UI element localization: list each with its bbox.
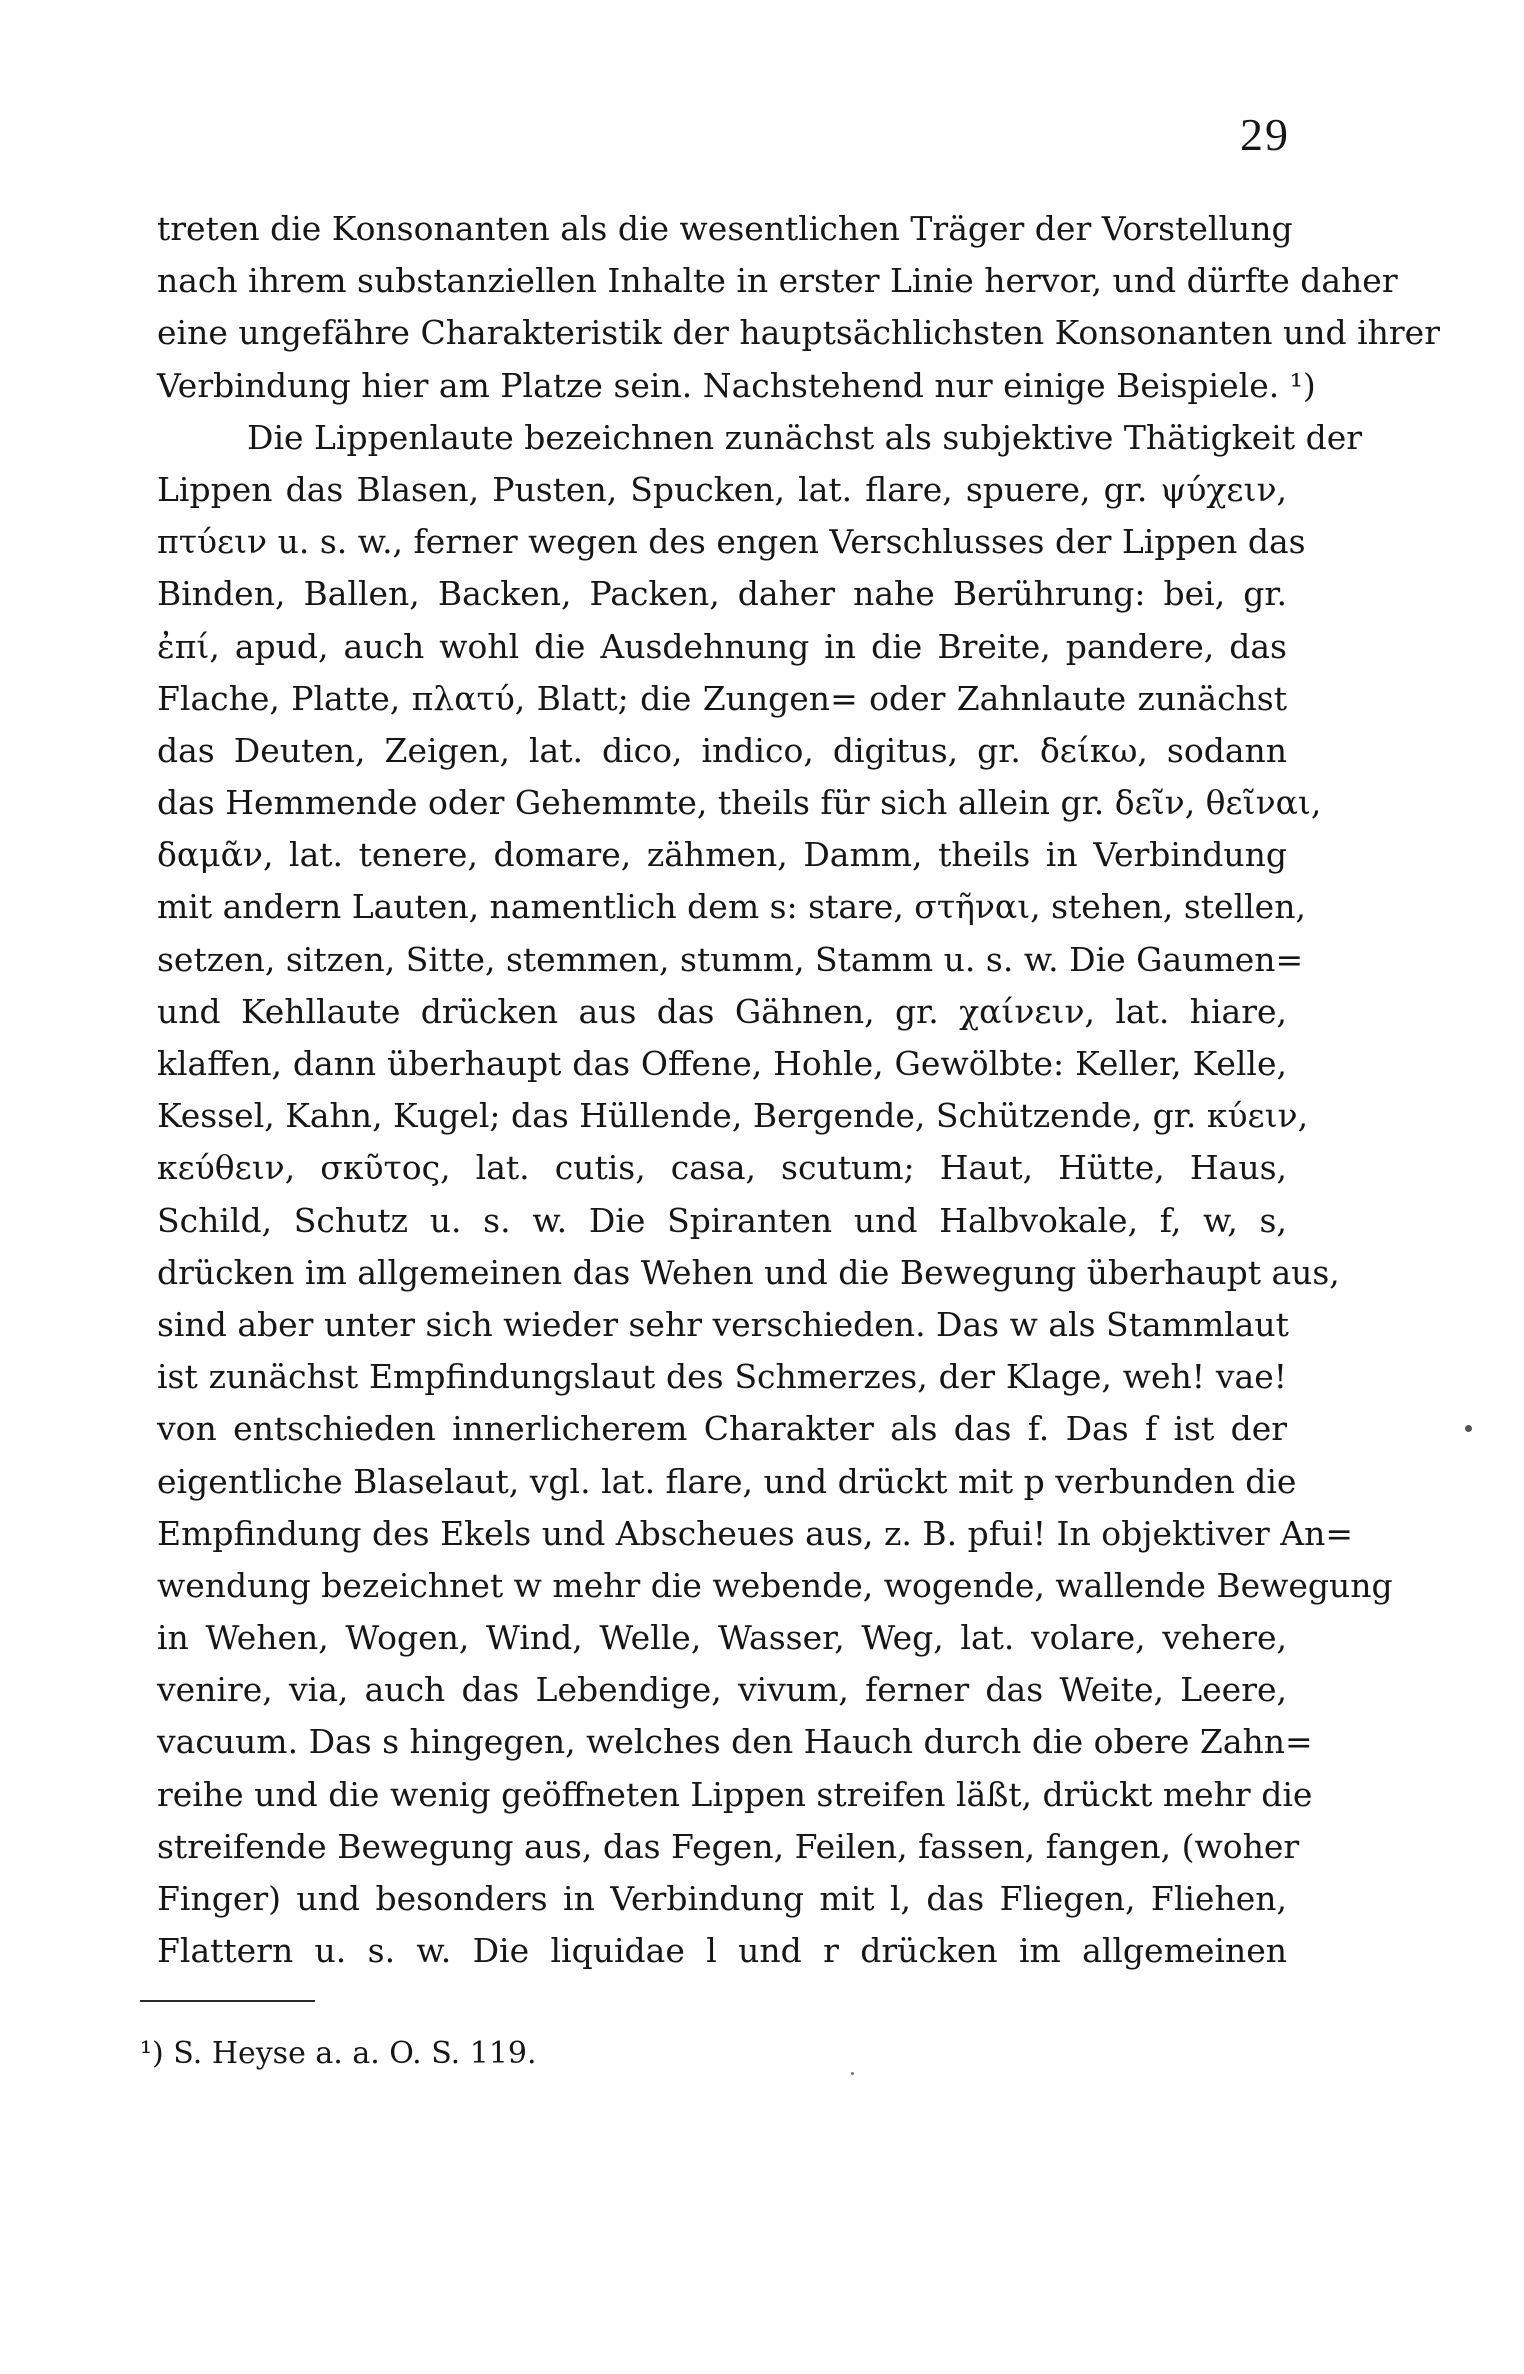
text-line: eigentliche Blaselaut, vgl. lat. flare, und drückt mit p verbunden die bbox=[157, 1461, 1297, 1501]
text-line: in Wehen, Wogen, Wind, Welle, Wasser, Weg, lat. volare, vehere, bbox=[157, 1618, 1287, 1658]
text-line: Flache, Platte, πλατύ, Blatt; die Zungen= oder Zahnlaute zunächst bbox=[157, 678, 1287, 718]
text-line: πτύειν u. s. w., ferner wegen des engen Verschlusses der Lippen das bbox=[157, 522, 1306, 562]
ink-speck bbox=[851, 2072, 854, 2075]
text-line: Binden, Ballen, Backen, Packen, daher nahe Berührung: bei, gr. bbox=[157, 574, 1287, 614]
text-line: treten die Konsonanten als die wesentlichen Träger der Vorstellung bbox=[157, 209, 1293, 248]
text-line: Verbindung hier am Platze sein. Nachstehend nur einige Beispiele. ¹) bbox=[157, 365, 1316, 405]
page-number: 29 bbox=[1240, 109, 1290, 160]
text-line: sind aber unter sich wieder sehr verschieden. Das w als Stammlaut bbox=[157, 1304, 1289, 1344]
footnote: ¹) S. Heyse a. a. O. S. 119. bbox=[140, 2036, 537, 2071]
text-line: Empfindung des Ekels und Abscheues aus, z. B. pfui! In objektiver An= bbox=[157, 1513, 1354, 1553]
text-line: und Kehllaute drücken aus das Gähnen, gr. χαίνειν, lat. hiare, bbox=[157, 991, 1287, 1031]
text-line: κεύθειν, σκῦτος, lat. cutis, casa, scutum; Haut, Hütte, Haus, bbox=[157, 1148, 1287, 1188]
text-line: ἐπί, apud, auch wohl die Ausdehnung in die Breite, pandere, das bbox=[157, 626, 1287, 666]
text-line: streifende Bewegung aus, das Fegen, Feilen, fassen, fangen, (woher bbox=[157, 1826, 1300, 1866]
text-line: mit andern Lauten, namentlich dem s: stare, στῆναι, stehen, stellen, bbox=[157, 887, 1306, 927]
text-line: Finger) und besonders in Verbindung mit l, das Fliegen, Fliehen, bbox=[157, 1879, 1287, 1918]
text-line: δαμᾶν, lat. tenere, domare, zähmen, Damm, theils in Verbindung bbox=[157, 835, 1287, 875]
text-line: wendung bezeichnet w mehr die webende, wogende, wallende Bewegung bbox=[157, 1565, 1393, 1605]
text-line: Schild, Schutz u. s. w. Die Spiranten und Halbvokale, f, w, s, bbox=[157, 1200, 1287, 1240]
text-line: das Hemmende oder Gehemmte, theils für sich allein gr. δεῖν, θεῖναι, bbox=[157, 783, 1322, 823]
text-line: reihe und die wenig geöffneten Lippen streifen läßt, drückt mehr die bbox=[157, 1774, 1313, 1814]
text-line: klaffen, dann überhaupt das Offene, Hohle, Gewölbte: Keller, Kelle, bbox=[157, 1044, 1287, 1083]
text-line: drücken im allgemeinen das Wehen und die Bewegung überhaupt aus, bbox=[157, 1252, 1340, 1292]
text-line: das Deuten, Zeigen, lat. dico, indico, digitus, gr. δείκω, sodann bbox=[157, 730, 1287, 770]
text-line: ist zunächst Empfindungslaut des Schmerzes, der Klage, weh! vae! bbox=[157, 1357, 1287, 1397]
text-line: Die Lippenlaute bezeichnen zunächst als subjektive Thätigkeit der bbox=[247, 417, 1363, 457]
ink-dot bbox=[1465, 1425, 1472, 1432]
text-line: vacuum. Das s hingegen, welches den Hauch durch die obere Zahn= bbox=[157, 1722, 1313, 1762]
footnote-divider bbox=[140, 2000, 315, 2002]
body-text bbox=[157, 203, 1440, 1977]
text-line: setzen, sitzen, Sitte, stemmen, stumm, Stamm u. s. w. Die Gaumen= bbox=[157, 939, 1304, 979]
text-line: Lippen das Blasen, Pusten, Spucken, lat. flare, spuere, gr. ψύχειν, bbox=[157, 469, 1287, 509]
text-line: Flattern u. s. w. Die liquidae l und r drücken im allgemeinen bbox=[157, 1931, 1287, 1971]
text-line: venire, via, auch das Lebendige, vivum, ferner das Weite, Leere, bbox=[157, 1670, 1287, 1710]
text-line: von entschieden innerlicherem Charakter als das f. Das f ist der bbox=[157, 1409, 1287, 1449]
text-line: nach ihrem substanziellen Inhalte in erster Linie hervor, und dürfte daher bbox=[157, 261, 1398, 301]
text-line: Kessel, Kahn, Kugel; das Hüllende, Bergende, Schützende, gr. κύειν, bbox=[157, 1096, 1309, 1136]
text-line: eine ungefähre Charakteristik der hauptsächlichsten Konsonanten und ihrer bbox=[157, 313, 1440, 353]
